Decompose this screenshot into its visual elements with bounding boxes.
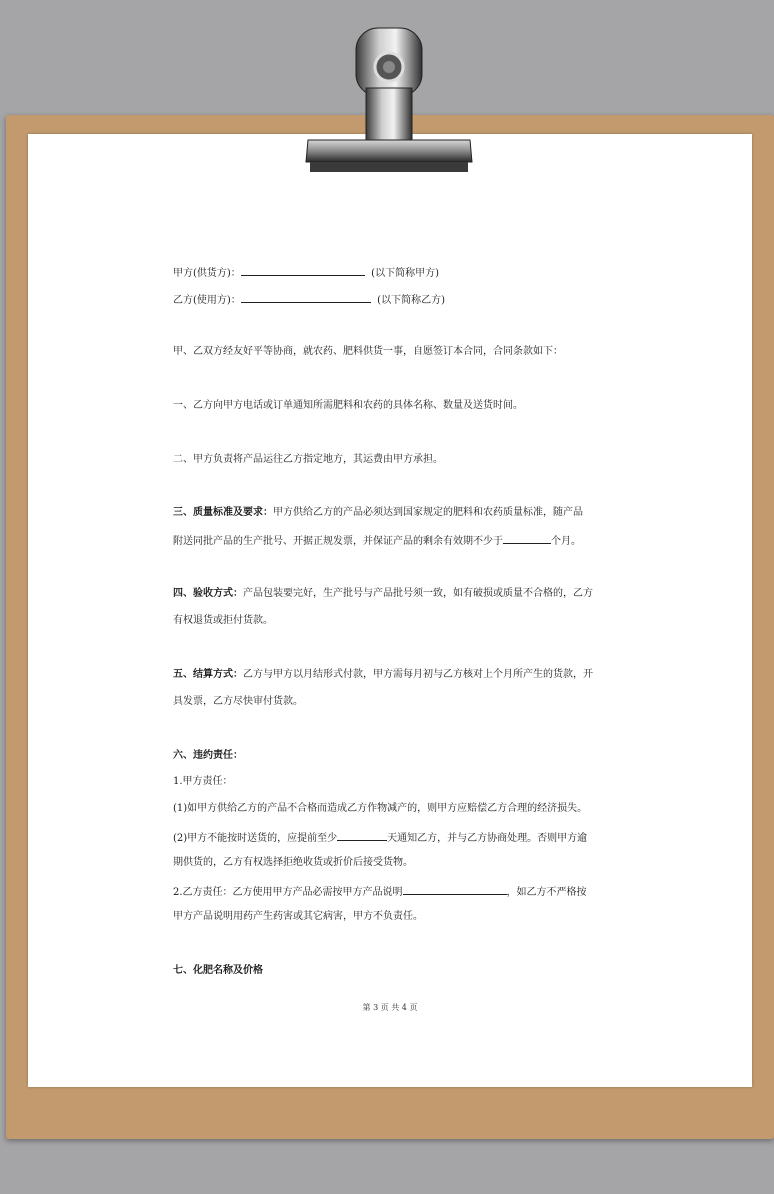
clause-3-line2a: 附送同批产品的生产批号、开据正规发票，并保证产品的剩余有效期不少于 [173, 536, 503, 547]
clause-3-line2 [173, 532, 581, 549]
clause-5-line1 [173, 668, 593, 682]
clause-7-title [173, 964, 263, 978]
clause-4-line1 [173, 587, 593, 601]
clause-3-blank[interactable] [503, 532, 551, 544]
clause-7-title-text: 七、化肥名称及价格 [173, 965, 263, 976]
party-b-line [173, 291, 445, 308]
clause-6-title-text: 六、违约责任： [173, 750, 243, 761]
binder-clip-icon [294, 22, 484, 182]
clause-6-b-a: 2.乙方责任：乙方使用甲方产品必需按甲方产品说明 [173, 887, 403, 898]
party-b-label: 乙方(使用方)： [173, 295, 241, 306]
clause-5-line2: 具发票，乙方尽快审付货款。 [173, 696, 303, 707]
party-a-note: (以下简称甲方) [371, 268, 439, 279]
clause-3-title: 三、质量标准及要求： [173, 507, 273, 518]
clause-3-text: 甲方供给乙方的产品必须达到国家规定的肥料和农药质量标准，随产品 [273, 507, 583, 518]
clause-3-line1 [173, 506, 583, 520]
clause-4-title: 四、验收方式： [173, 588, 243, 599]
clause-6-a2a: (2)甲方不能按时送货的，应提前至少 [173, 833, 338, 844]
clause-6-b-line1 [173, 883, 587, 900]
clause-3-line2b: 个月。 [551, 536, 581, 547]
clause-5-title: 五、结算方式： [173, 669, 243, 680]
clause-6-a2-blank[interactable] [337, 829, 387, 841]
clause-6-b-line2: 甲方产品说明用药产生药害或其它病害，甲方不负责任。 [173, 911, 423, 922]
party-a-blank[interactable] [241, 264, 365, 276]
clause-6-a2b: 天通知乙方，并与乙方协商处理。否则甲方逾 [387, 833, 588, 844]
clause-5-text: 乙方与甲方以月结形式付款，甲方需每月初与乙方核对上个月所产生的货款，开 [243, 669, 593, 680]
party-b-note: (以下简称乙方) [377, 295, 445, 306]
clause-6-a2-line2: 期供货的，乙方有权选择拒绝收货或折价后接受货物。 [173, 857, 413, 868]
clause-4-text: 产品包装要完好，生产批号与产品批号须一致，如有破损或质量不合格的，乙方 [243, 588, 593, 599]
clause-6-a1: (1)如甲方供给乙方的产品不合格而造成乙方作物减产的，则甲方应赔偿乙方合理的经济损失。 [173, 803, 588, 814]
clause-6-b-b: ，如乙方不严格按 [506, 887, 587, 898]
party-b-blank[interactable] [241, 291, 371, 303]
clause-6-a-title: 1.甲方责任： [173, 776, 233, 787]
clause-6-title [173, 749, 243, 763]
page-footer: 第 3 页 共 4 页 [362, 1003, 418, 1012]
clause-1: 一、乙方向甲方电话或订单通知所需肥料和农药的具体名称、数量及送货时间。 [173, 400, 523, 411]
intro-text: 甲、乙双方经友好平等协商，就农药、肥料供货一事，自愿签订本合同，合同条款如下： [173, 346, 563, 357]
clause-4-line2: 有权退货或拒付货款。 [173, 615, 273, 626]
contract-page [28, 134, 752, 1087]
clause-6-b-blank[interactable] [403, 883, 507, 895]
party-a-line [173, 264, 439, 281]
clause-6-a2-line1 [173, 829, 587, 846]
party-a-label: 甲方(供货方)： [173, 268, 241, 279]
clause-2: 二、甲方负责将产品运往乙方指定地方，其运费由甲方承担。 [173, 454, 443, 465]
